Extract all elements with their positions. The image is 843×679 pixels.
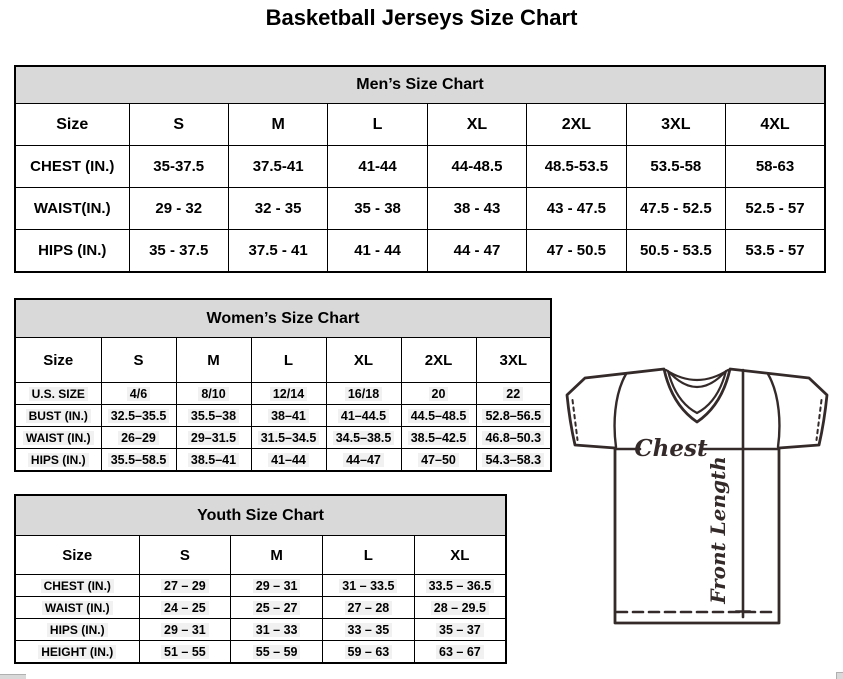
table-cell bbox=[231, 641, 323, 664]
table-cell bbox=[176, 427, 251, 449]
table-cell bbox=[231, 619, 323, 641]
row-label: CHEST (IN.) bbox=[15, 146, 129, 188]
row-label bbox=[15, 641, 139, 664]
cell-value: 54.3–58.3 bbox=[482, 453, 544, 467]
cell-value: 47–50 bbox=[418, 453, 459, 467]
cell-value: 24 – 25 bbox=[161, 601, 209, 615]
row-label bbox=[15, 619, 139, 641]
cell-value: 28 – 29.5 bbox=[431, 601, 489, 615]
left-armhole-seam bbox=[615, 374, 626, 447]
jersey-outline bbox=[567, 369, 827, 623]
table-cell: 43 - 47.5 bbox=[527, 188, 626, 230]
cell-value: 55 – 59 bbox=[253, 645, 301, 659]
cell-value: 34.5–38.5 bbox=[333, 431, 395, 445]
table-row bbox=[15, 427, 551, 449]
jersey-measurement-diagram bbox=[556, 360, 836, 630]
table-cell: 35 - 37.5 bbox=[129, 230, 228, 273]
table-cell: 44-48.5 bbox=[427, 146, 526, 188]
table-cell: 38 - 43 bbox=[427, 188, 526, 230]
row-label-text: WAIST (IN.) bbox=[42, 601, 113, 615]
cell-value: 27 – 28 bbox=[345, 601, 393, 615]
cell-value: 44.5–48.5 bbox=[408, 409, 470, 423]
cell-value: 31.5–34.5 bbox=[258, 431, 320, 445]
table-cell: 32 - 35 bbox=[228, 188, 327, 230]
table-row bbox=[15, 597, 506, 619]
size-header-cell: 3XL bbox=[476, 338, 551, 383]
size-header-cell: S bbox=[139, 536, 231, 575]
size-header-cell: L bbox=[251, 338, 326, 383]
mens-size-table bbox=[14, 65, 826, 273]
row-label-text: WAIST (IN.) bbox=[23, 431, 94, 445]
cell-value: 31 – 33.5 bbox=[339, 579, 397, 593]
youth-size-table bbox=[14, 494, 507, 664]
cell-value: 63 – 67 bbox=[436, 645, 484, 659]
table-cell bbox=[176, 449, 251, 472]
cell-value: 38.5–41 bbox=[188, 453, 239, 467]
cell-value: 29 – 31 bbox=[161, 623, 209, 637]
table-cell bbox=[176, 405, 251, 427]
table-row bbox=[15, 536, 506, 575]
table-cell: 37.5-41 bbox=[228, 146, 327, 188]
size-column-header: Size bbox=[15, 536, 139, 575]
row-label: HIPS (IN.) bbox=[15, 230, 129, 273]
cell-value: 22 bbox=[503, 387, 523, 401]
table-row bbox=[15, 619, 506, 641]
size-header-cell: 3XL bbox=[626, 104, 725, 146]
table-cell bbox=[414, 575, 506, 597]
table-cell bbox=[323, 597, 415, 619]
row-label-text: BUST (IN.) bbox=[26, 409, 91, 423]
cell-value: 35 – 37 bbox=[436, 623, 484, 637]
mens-table-title: Men’s Size Chart bbox=[15, 66, 825, 104]
table-cell bbox=[139, 619, 231, 641]
cell-value: 32.5–35.5 bbox=[108, 409, 170, 423]
row-label-text: CHEST (IN.) bbox=[41, 579, 114, 593]
cell-value: 8/10 bbox=[198, 387, 228, 401]
table-cell bbox=[326, 383, 401, 405]
row-label-text: HIPS (IN.) bbox=[28, 453, 89, 467]
cell-value: 41–44.5 bbox=[338, 409, 389, 423]
cell-value: 46.8–50.3 bbox=[482, 431, 544, 445]
table-cell bbox=[401, 405, 476, 427]
table-row bbox=[15, 104, 825, 146]
cell-value: 25 – 27 bbox=[253, 601, 301, 615]
row-label-text: HEIGHT (IN.) bbox=[38, 645, 116, 659]
table-cell bbox=[231, 575, 323, 597]
cell-value: 51 – 55 bbox=[161, 645, 209, 659]
table-cell bbox=[323, 575, 415, 597]
table-row bbox=[15, 495, 506, 536]
row-label bbox=[15, 405, 101, 427]
table-cell: 37.5 - 41 bbox=[228, 230, 327, 273]
cell-value: 20 bbox=[429, 387, 449, 401]
cell-value: 33.5 – 36.5 bbox=[426, 579, 495, 593]
cell-value: 52.8–56.5 bbox=[482, 409, 544, 423]
size-column-header: Size bbox=[15, 338, 101, 383]
cell-value: 16/18 bbox=[345, 387, 382, 401]
table-row bbox=[15, 405, 551, 427]
chest-label: Chest bbox=[634, 435, 708, 462]
table-cell bbox=[101, 449, 176, 472]
table-cell: 48.5-53.5 bbox=[527, 146, 626, 188]
cell-value: 41–44 bbox=[268, 453, 309, 467]
table-row bbox=[15, 641, 506, 664]
table-cell bbox=[476, 449, 551, 472]
table-cell: 53.5-58 bbox=[626, 146, 725, 188]
womens-table-title: Women’s Size Chart bbox=[15, 299, 551, 338]
table-cell bbox=[139, 641, 231, 664]
table-row bbox=[15, 383, 551, 405]
right-armhole-seam bbox=[768, 374, 779, 447]
table-cell bbox=[326, 405, 401, 427]
table-cell bbox=[401, 449, 476, 472]
table-cell bbox=[401, 427, 476, 449]
cell-value: 44–47 bbox=[343, 453, 384, 467]
cell-value: 35.5–38 bbox=[188, 409, 239, 423]
table-cell: 35 - 38 bbox=[328, 188, 427, 230]
size-header-cell: L bbox=[323, 536, 415, 575]
table-cell bbox=[251, 405, 326, 427]
womens-size-table bbox=[14, 298, 552, 472]
size-header-cell: 4XL bbox=[726, 104, 825, 146]
cell-value: 27 – 29 bbox=[161, 579, 209, 593]
table-cell bbox=[476, 383, 551, 405]
youth-table-title: Youth Size Chart bbox=[15, 495, 506, 536]
size-header-cell: XL bbox=[427, 104, 526, 146]
table-cell bbox=[101, 383, 176, 405]
table-cell bbox=[476, 427, 551, 449]
table-row bbox=[15, 146, 825, 188]
table-cell bbox=[101, 427, 176, 449]
cell-value: 38.5–42.5 bbox=[408, 431, 470, 445]
cell-value: 35.5–58.5 bbox=[108, 453, 170, 467]
cell-value: 4/6 bbox=[127, 387, 150, 401]
cell-value: 29 – 31 bbox=[253, 579, 301, 593]
size-header-cell: M bbox=[228, 104, 327, 146]
table-cell bbox=[323, 641, 415, 664]
table-row bbox=[15, 188, 825, 230]
size-header-cell: 2XL bbox=[527, 104, 626, 146]
size-header-cell: M bbox=[231, 536, 323, 575]
row-label: WAIST(IN.) bbox=[15, 188, 129, 230]
page-title: Basketball Jerseys Size Chart bbox=[265, 5, 578, 30]
row-label-text: U.S. SIZE bbox=[29, 387, 88, 401]
table-row bbox=[15, 575, 506, 597]
table-cell: 35-37.5 bbox=[129, 146, 228, 188]
table-row bbox=[15, 230, 825, 273]
cell-value: 12/14 bbox=[270, 387, 307, 401]
collar-inner-v bbox=[668, 371, 726, 413]
table-cell bbox=[476, 405, 551, 427]
cell-value: 59 – 63 bbox=[345, 645, 393, 659]
table-cell: 47.5 - 52.5 bbox=[626, 188, 725, 230]
table-row bbox=[15, 66, 825, 104]
row-label bbox=[15, 449, 101, 472]
table-cell bbox=[139, 597, 231, 619]
size-header-cell: S bbox=[101, 338, 176, 383]
table-cell bbox=[414, 619, 506, 641]
table-cell: 52.5 - 57 bbox=[726, 188, 825, 230]
cell-value: 29–31.5 bbox=[188, 431, 239, 445]
cell-value: 38–41 bbox=[268, 409, 309, 423]
table-cell bbox=[101, 405, 176, 427]
table-cell bbox=[323, 619, 415, 641]
table-cell bbox=[326, 427, 401, 449]
table-cell: 50.5 - 53.5 bbox=[626, 230, 725, 273]
size-header-cell: L bbox=[328, 104, 427, 146]
table-cell bbox=[414, 597, 506, 619]
size-header-cell: 2XL bbox=[401, 338, 476, 383]
cell-value: 33 – 35 bbox=[345, 623, 393, 637]
cell-value: 31 – 33 bbox=[253, 623, 301, 637]
scrollbar-fragment-right[interactable] bbox=[836, 672, 843, 679]
table-cell: 41 - 44 bbox=[328, 230, 427, 273]
table-cell bbox=[231, 597, 323, 619]
table-row bbox=[15, 338, 551, 383]
size-header-cell: S bbox=[129, 104, 228, 146]
size-header-cell: XL bbox=[414, 536, 506, 575]
table-cell bbox=[139, 575, 231, 597]
table-cell bbox=[176, 383, 251, 405]
row-label bbox=[15, 427, 101, 449]
table-cell: 58-63 bbox=[726, 146, 825, 188]
table-row bbox=[15, 299, 551, 338]
row-label-text: HIPS (IN.) bbox=[47, 623, 108, 637]
size-column-header: Size bbox=[15, 104, 129, 146]
table-row bbox=[15, 449, 551, 472]
size-header-cell: M bbox=[176, 338, 251, 383]
table-cell: 44 - 47 bbox=[427, 230, 526, 273]
table-cell bbox=[251, 383, 326, 405]
row-label bbox=[15, 383, 101, 405]
size-header-cell: XL bbox=[326, 338, 401, 383]
table-cell bbox=[251, 427, 326, 449]
table-cell: 41-44 bbox=[328, 146, 427, 188]
row-label bbox=[15, 575, 139, 597]
table-cell bbox=[326, 449, 401, 472]
table-cell: 53.5 - 57 bbox=[726, 230, 825, 273]
table-cell: 47 - 50.5 bbox=[527, 230, 626, 273]
cell-value: 26–29 bbox=[118, 431, 159, 445]
table-cell bbox=[401, 383, 476, 405]
front-length-label: Front Length bbox=[706, 456, 730, 604]
row-label bbox=[15, 597, 139, 619]
scrollbar-fragment-left[interactable] bbox=[0, 674, 26, 679]
table-cell bbox=[251, 449, 326, 472]
table-cell bbox=[414, 641, 506, 664]
table-cell: 29 - 32 bbox=[129, 188, 228, 230]
